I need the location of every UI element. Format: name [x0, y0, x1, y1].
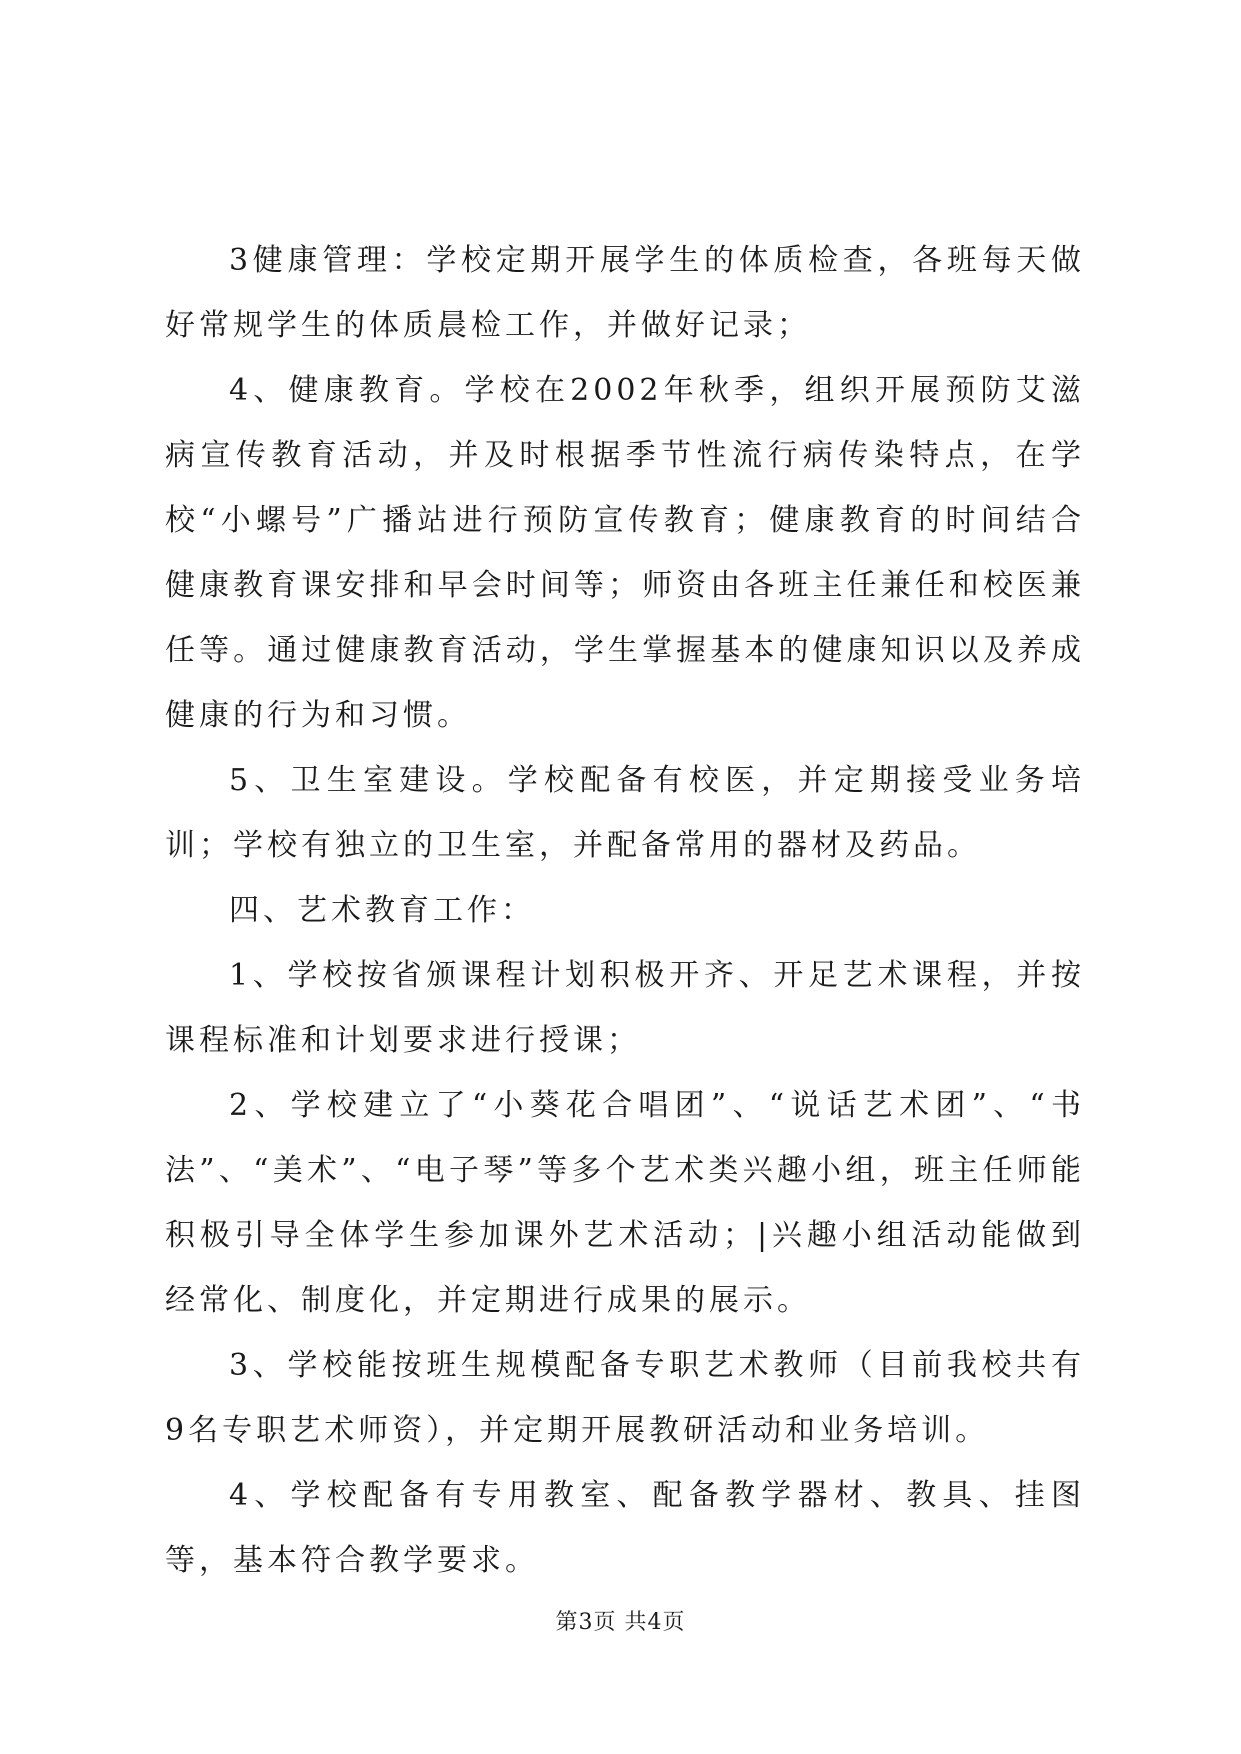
document-body [165, 228, 1085, 1593]
paragraph-art-teachers: 3、学校能按班生规模配备专职艺术教师（目前我校共有9名专职艺术师资），并定期开展教研活动和业务培训。 [165, 1348, 1085, 1448]
paragraph-health-management: 3健康管理：学校定期开展学生的体质检查，各班每天做好常规学生的体质晨检工作，并做好记录； [165, 243, 1085, 343]
paragraph-art-facilities: 4、学校配备有专用教室、配备教学器材、教具、挂图等，基本符合教学要求。 [165, 1478, 1085, 1578]
paragraph-health-education: 4、健康教育。学校在2002年秋季，组织开展预防艾滋病宣传教育活动，并及时根据季节性流行病传染特点，在学校“小螺号”广播站进行预防宣传教育；健康教育的时间结合健康教育课安排和早会时间等；师资由各班主任兼任和校医兼任等。通过健康教育活动，学生掌握基本的健康知识以及养成健康的行为和习惯。 [165, 373, 1085, 733]
page-number-footer: 第3页 共4页 [555, 1610, 686, 1635]
section-heading-art-education: 四、艺术教育工作： [229, 893, 535, 928]
paragraph-art-groups: 2、学校建立了“小葵花合唱团”、“说话艺术团”、“书法”、“美术”、“电子琴”等多个艺术类兴趣小组，班主任师能积极引导全体学生参加课外艺术活动；|兴趣小组活动能做到经常化、制度化，并定期进行成果的展示。 [165, 1088, 1085, 1318]
paragraph-art-curriculum: 1、学校按省颁课程计划积极开齐、开足艺术课程，并按课程标准和计划要求进行授课； [165, 958, 1085, 1058]
paragraph-clinic-construction: 5、卫生室建设。学校配备有校医，并定期接受业务培训；学校有独立的卫生室，并配备常用的器材及药品。 [165, 763, 1085, 863]
